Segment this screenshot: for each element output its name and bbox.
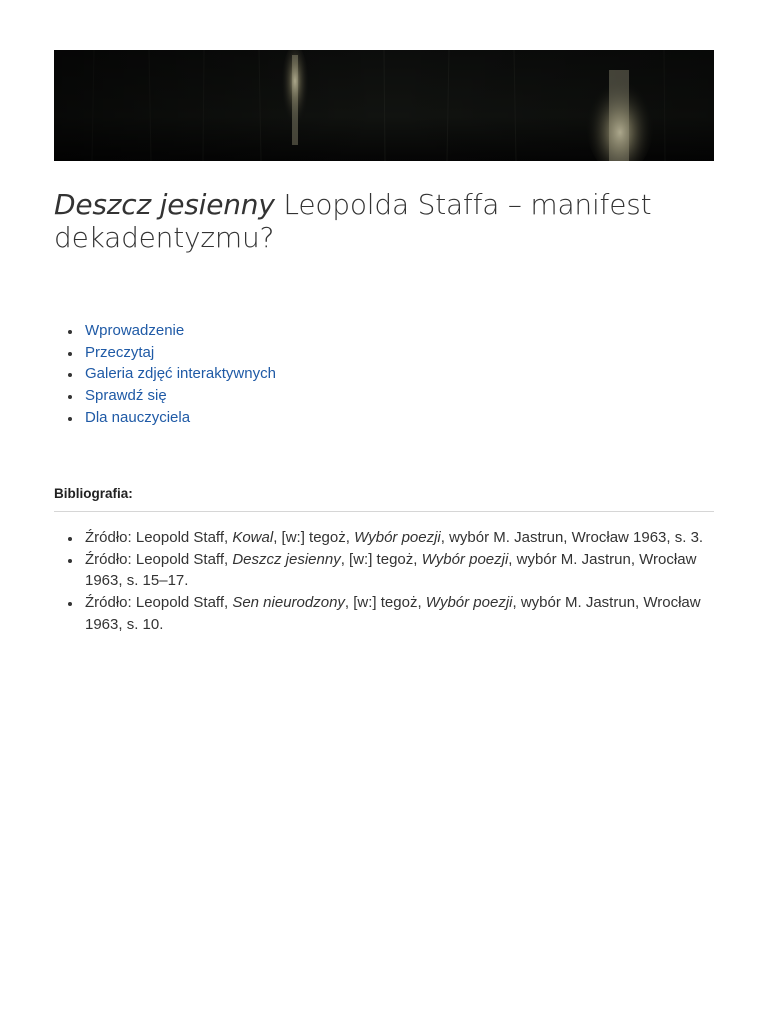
page-title-rest: Leopolda Staffa – manifest dekadentyzmu? xyxy=(54,188,652,254)
entry-work-title: Kowal xyxy=(232,529,274,546)
toc-link-wprowadzenie[interactable]: Wprowadzenie xyxy=(85,322,185,339)
entry-middle: , [w:] tegoż, xyxy=(340,550,422,568)
bibliography-entry xyxy=(85,592,714,635)
toc-item xyxy=(85,320,276,342)
toc-link-galeria[interactable]: Galeria zdjęć interaktywnych xyxy=(85,365,276,383)
table-of-contents xyxy=(54,320,276,429)
toc-item xyxy=(85,342,276,364)
toc-link-dla-nauczyciela[interactable]: Dla nauczyciela xyxy=(85,408,191,426)
entry-work-title: Sen nieurodzony xyxy=(232,594,345,612)
toc-item xyxy=(85,363,276,385)
bibliography-entry xyxy=(85,527,714,549)
entry-work-title: Deszcz jesienny xyxy=(232,550,341,568)
entry-prefix: Źródło: Leopold Staff, xyxy=(85,594,233,612)
banner-image xyxy=(54,50,714,161)
entry-middle: , [w:] tegoż, xyxy=(344,594,426,612)
entry-prefix: Źródło: Leopold Staff, xyxy=(85,550,233,568)
toc-link-sprawdz-sie[interactable]: Sprawdź się xyxy=(85,387,167,405)
rain-night-photo xyxy=(54,50,714,161)
toc-item xyxy=(85,407,276,429)
toc-link-przeczytaj[interactable]: Przeczytaj xyxy=(85,343,155,361)
entry-book-title: Wybór poezji xyxy=(425,594,513,612)
entry-suffix: , wybór M. Jastrun, Wrocław 1963, s. 3. xyxy=(440,529,704,546)
entry-middle: , [w:] tegoż, xyxy=(273,529,355,546)
entry-suffix: , wybór M. Jastrun, Wrocław 1963, s. 10. xyxy=(85,594,701,633)
bibliography-list xyxy=(54,527,714,636)
toc-item xyxy=(85,385,276,407)
page-title xyxy=(54,188,694,254)
entry-book-title: Wybór poezji xyxy=(421,550,509,568)
entry-book-title: Wybór poezji xyxy=(354,529,441,546)
entry-suffix: , wybór M. Jastrun, Wrocław 1963, s. 15–17. xyxy=(85,550,697,590)
bibliography-heading: Bibliografia: xyxy=(54,486,714,512)
entry-prefix: Źródło: Leopold Staff, xyxy=(85,529,233,546)
page-title-italic: Deszcz jesienny xyxy=(54,188,275,221)
bibliography-entry xyxy=(85,549,714,592)
